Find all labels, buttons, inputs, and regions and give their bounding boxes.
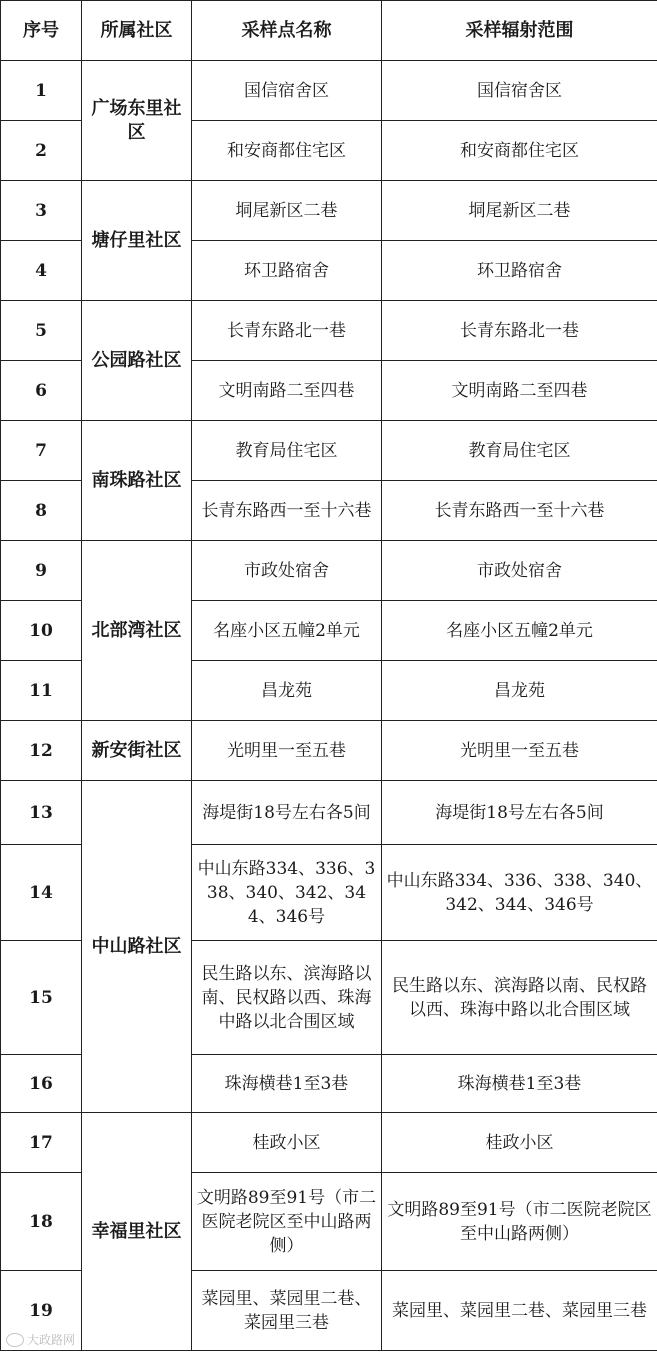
site-name-cell: 文明南路二至四巷 — [192, 361, 382, 421]
coverage-cell: 国信宿舍区 — [382, 61, 657, 121]
site-name-cell: 中山东路334、336、338、340、342、344、346号 — [192, 845, 382, 941]
row-index: 18 — [1, 1173, 82, 1271]
row-index: 10 — [1, 601, 82, 661]
coverage-cell: 中山东路334、336、338、340、342、344、346号 — [382, 845, 657, 941]
coverage-cell: 民生路以东、滨海路以南、民权路以西、珠海中路以北合围区域 — [382, 941, 657, 1055]
coverage-cell: 长青东路西一至十六巷 — [382, 481, 657, 541]
coverage-cell: 珠海横巷1至3巷 — [382, 1055, 657, 1113]
coverage-cell: 桂政小区 — [382, 1113, 657, 1173]
coverage-cell: 光明里一至五巷 — [382, 721, 657, 781]
table-row — [1, 181, 657, 241]
community-cell: 新安街社区 — [82, 721, 192, 781]
row-index: 1 — [1, 61, 82, 121]
table-row — [1, 301, 657, 361]
table-row — [1, 421, 657, 481]
coverage-cell: 教育局住宅区 — [382, 421, 657, 481]
row-index: 15 — [1, 941, 82, 1055]
header-coverage: 采样辐射范围 — [382, 1, 657, 61]
site-name-cell: 文明路89至91号（市二医院老院区至中山路两侧） — [192, 1173, 382, 1271]
table-row — [1, 721, 657, 781]
site-name-cell: 光明里一至五巷 — [192, 721, 382, 781]
community-cell: 广场东里社区 — [82, 61, 192, 181]
community-cell: 塘仔里社区 — [82, 181, 192, 301]
site-name-cell: 桂政小区 — [192, 1113, 382, 1173]
coverage-cell: 长青东路北一巷 — [382, 301, 657, 361]
weibo-logo-icon — [6, 1333, 24, 1347]
coverage-cell: 环卫路宿舍 — [382, 241, 657, 301]
site-name-cell: 和安商都住宅区 — [192, 121, 382, 181]
coverage-cell: 和安商都住宅区 — [382, 121, 657, 181]
coverage-cell: 昌龙苑 — [382, 661, 657, 721]
table-header-row — [1, 1, 657, 61]
header-index: 序号 — [1, 1, 82, 61]
watermark — [6, 1331, 75, 1348]
row-index: 14 — [1, 845, 82, 941]
community-cell: 中山路社区 — [82, 781, 192, 1113]
coverage-cell: 海堤街18号左右各5间 — [382, 781, 657, 845]
row-index: 7 — [1, 421, 82, 481]
site-name-cell: 垌尾新区二巷 — [192, 181, 382, 241]
row-index: 6 — [1, 361, 82, 421]
row-index: 13 — [1, 781, 82, 845]
table-row — [1, 541, 657, 601]
coverage-cell: 市政处宿舍 — [382, 541, 657, 601]
coverage-cell: 垌尾新区二巷 — [382, 181, 657, 241]
site-name-cell: 名座小区五幢2单元 — [192, 601, 382, 661]
row-index: 3 — [1, 181, 82, 241]
row-index: 19 — [1, 1271, 82, 1351]
row-index: 17 — [1, 1113, 82, 1173]
row-index: 5 — [1, 301, 82, 361]
table-row — [1, 781, 657, 845]
site-name-cell: 菜园里、菜园里二巷、菜园里三巷 — [192, 1271, 382, 1351]
site-name-cell: 珠海横巷1至3巷 — [192, 1055, 382, 1113]
row-index: 4 — [1, 241, 82, 301]
site-name-cell: 民生路以东、滨海路以南、民权路以西、珠海中路以北合围区域 — [192, 941, 382, 1055]
site-name-cell: 长青东路西一至十六巷 — [192, 481, 382, 541]
community-cell: 北部湾社区 — [82, 541, 192, 721]
site-name-cell: 长青东路北一巷 — [192, 301, 382, 361]
coverage-cell: 菜园里、菜园里二巷、菜园里三巷 — [382, 1271, 657, 1351]
site-name-cell: 昌龙苑 — [192, 661, 382, 721]
site-name-cell: 环卫路宿舍 — [192, 241, 382, 301]
row-index: 16 — [1, 1055, 82, 1113]
community-cell: 公园路社区 — [82, 301, 192, 421]
site-name-cell: 海堤街18号左右各5间 — [192, 781, 382, 845]
row-index: 8 — [1, 481, 82, 541]
community-cell: 幸福里社区 — [82, 1113, 192, 1351]
table-row — [1, 1113, 657, 1173]
row-index: 9 — [1, 541, 82, 601]
watermark-text: 大政路网 — [27, 1333, 76, 1347]
header-community: 所属社区 — [82, 1, 192, 61]
header-site-name: 采样点名称 — [192, 1, 382, 61]
row-index: 12 — [1, 721, 82, 781]
site-name-cell: 教育局住宅区 — [192, 421, 382, 481]
table-row — [1, 61, 657, 121]
site-name-cell: 国信宿舍区 — [192, 61, 382, 121]
row-index: 2 — [1, 121, 82, 181]
coverage-cell: 文明路89至91号（市二医院老院区至中山路两侧） — [382, 1173, 657, 1271]
community-cell: 南珠路社区 — [82, 421, 192, 541]
row-index: 11 — [1, 661, 82, 721]
coverage-cell: 文明南路二至四巷 — [382, 361, 657, 421]
site-name-cell: 市政处宿舍 — [192, 541, 382, 601]
coverage-cell: 名座小区五幢2单元 — [382, 601, 657, 661]
